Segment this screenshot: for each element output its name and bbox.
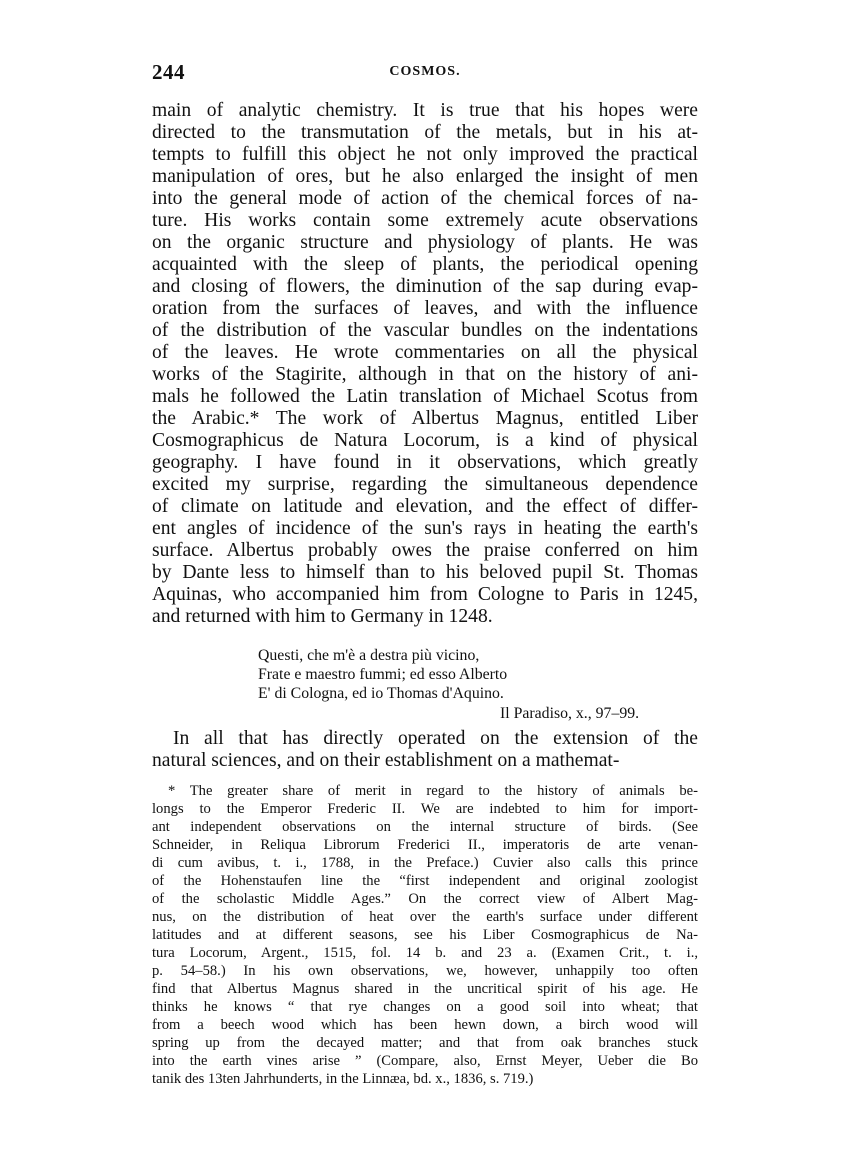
body-line: works of the Stagirite, although in that on the history of ani-	[152, 364, 698, 385]
page-header	[152, 60, 698, 90]
body-line: directed to the transmutation of the metals, but in his at-	[152, 122, 698, 143]
footnote-line: nus, on the distribution of heat over the earth's surface under different	[152, 909, 698, 925]
footnote-line: find that Albertus Magnus shared in the uncritical spirit of his age. He	[152, 981, 698, 997]
verse-line: E' di Cologna, ed io Thomas d'Aquino.	[258, 685, 504, 702]
footnote-line: latitudes and at different seasons, see his Liber Cosmographicus de Na-	[152, 927, 698, 943]
body-line: into the general mode of action of the chemical forces of na-	[152, 188, 698, 209]
body-line: natural sciences, and on their establishment on a mathemat-	[152, 750, 620, 771]
body-line: In all that has directly operated on the extension of the	[173, 728, 698, 749]
body-line: by Dante less to himself than to his beloved pupil St. Thomas	[152, 562, 698, 583]
body-line: manipulation of ores, but he also enlarged the insight of men	[152, 166, 698, 187]
body-line: of the leaves. He wrote commentaries on all the physical	[152, 342, 698, 363]
footnote-line: tanik des 13ten Jahrhunderts, in the Linnæa, bd. x., 1836, s. 719.)	[152, 1071, 534, 1087]
footnote-line: ant independent observations on the internal structure of birds. (See	[152, 819, 698, 835]
footnote-line: tura Locorum, Argent., 1515, fol. 14 b. and 23 a. (Examen Crit., t. i.,	[152, 945, 698, 961]
body-line: geography. I have found in it observations, which greatly	[152, 452, 698, 473]
body-line: of climate on latitude and elevation, and the effect of differ-	[152, 496, 698, 517]
body-line: on the organic structure and physiology of plants. He was	[152, 232, 698, 253]
body-line: acquainted with the sleep of plants, the periodical opening	[152, 254, 698, 275]
body-line: surface. Albertus probably owes the praise conferred on him	[152, 540, 698, 561]
body-line: ent angles of incidence of the sun's rays in heating the earth's	[152, 518, 698, 539]
footnote-line: p. 54–58.) In his own observations, we, however, unhappily too often	[152, 963, 698, 979]
footnote-line: Schneider, in Reliqua Librorum Frederici II., imperatoris de arte venan-	[152, 837, 698, 853]
body-line: oration from the surfaces of leaves, and with the influence	[152, 298, 698, 319]
verse-citation: Il Paradiso, x., 97–99.	[500, 705, 640, 722]
running-title: COSMOS.	[389, 64, 461, 79]
footnote-line: of the scholastic Middle Ages.” On the correct view of Albert Mag-	[152, 891, 698, 907]
body-line: of the distribution of the vascular bundles on the indentations	[152, 320, 698, 341]
body-line: and returned with him to Germany in 1248.	[152, 606, 493, 627]
body-line: the Arabic.* The work of Albertus Magnus, entitled Liber	[152, 408, 698, 429]
body-line: Aquinas, who accompanied him from Cologne to Paris in 1245,	[152, 584, 698, 605]
footnote-line: spring up from the decayed matter; and that from oak branches stuck	[152, 1035, 698, 1051]
body-line: ture. His works contain some extremely acute observations	[152, 210, 698, 231]
body-line: and closing of flowers, the diminution of the sap during evap-	[152, 276, 698, 297]
body-line: tempts to fulfill this object he not only improved the practical	[152, 144, 698, 165]
footnote-line: of the Hohenstaufen line the “first independent and original zoologist	[152, 873, 698, 889]
footnote-line: longs to the Emperor Frederic II. We are indebted to him for import-	[152, 801, 698, 817]
footnote-line: di cum avibus, t. i., 1788, in the Preface.) Cuvier also calls this prince	[152, 855, 698, 871]
page-number: 244	[152, 60, 185, 84]
body-line: Cosmographicus de Natura Locorum, is a kind of physical	[152, 430, 698, 451]
verse-line: Questi, che m'è a destra più vicino,	[258, 647, 480, 664]
body-line: excited my surprise, regarding the simultaneous dependence	[152, 474, 698, 495]
footnote-line: thinks he knows “ that rye changes on a good soil into wheat; that	[152, 999, 698, 1015]
verse-line: Frate e maestro fummi; ed esso Alberto	[258, 666, 508, 683]
footnote-line: * The greater share of merit in regard to the history of animals be-	[168, 783, 698, 799]
body-line: mals he followed the Latin translation of Michael Scotus from	[152, 386, 698, 407]
footnote-line: into the earth vines arise ” (Compare, also, Ernst Meyer, Ueber die Bo	[152, 1053, 698, 1069]
footnote-line: from a beech wood which has been hewn down, a birch wood will	[152, 1017, 698, 1033]
body-line: main of analytic chemistry. It is true that his hopes were	[152, 100, 698, 121]
